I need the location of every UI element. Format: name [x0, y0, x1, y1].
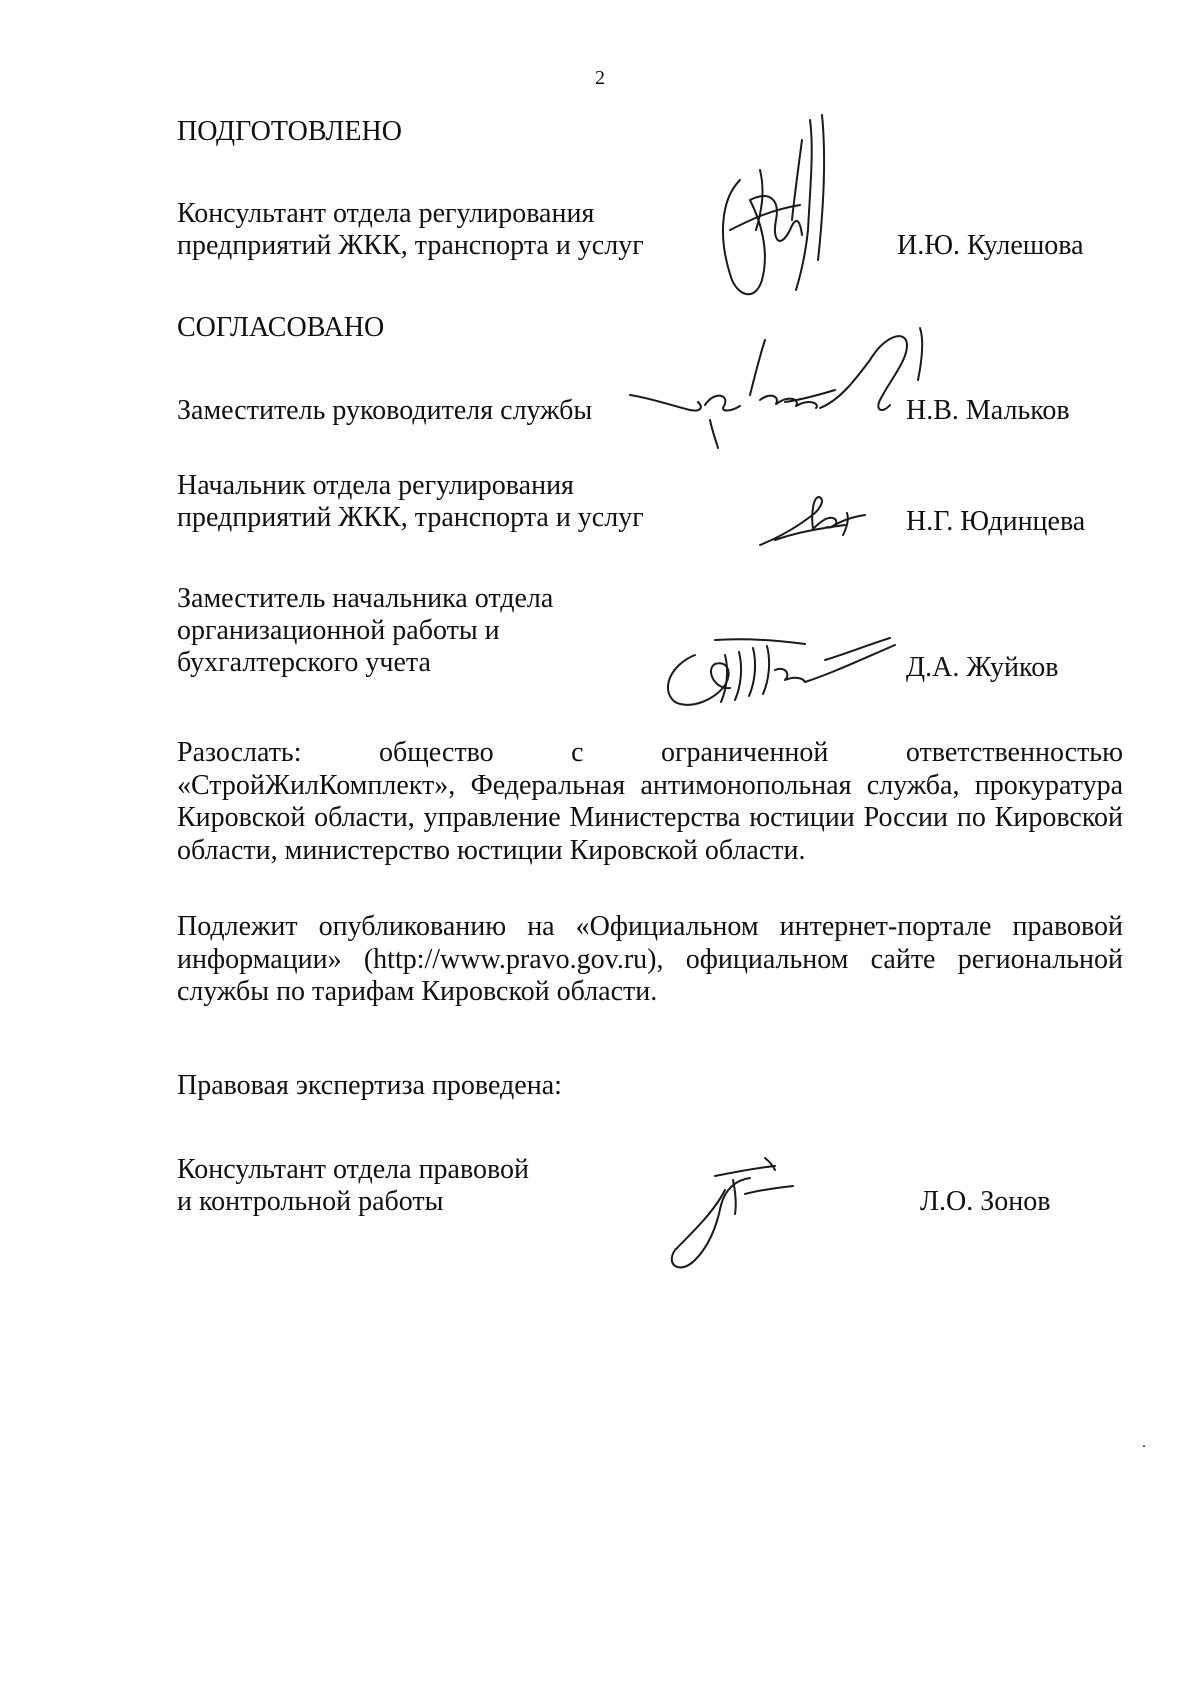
legal-review-position: [177, 1154, 529, 1218]
signature-kuleshova-icon: [710, 110, 840, 305]
signature-malkov-icon: [620, 320, 950, 470]
publication-paragraph: Подлежит опубликованию на «Официальном интернет-портале правовой информации» (http://www.pravo.gov.ru), официальном сайте региональной службы по тарифам Кировской области.: [177, 911, 1123, 1007]
signature-zhuikov-icon: [655, 630, 905, 715]
prepared-heading: ПОДГОТОВЛЕНО: [177, 116, 402, 147]
distribution-paragraph: Разослать: общество с ограниченной ответственностью «СтройЖилКомплект», Федеральная антимонопольная служба, прокуратура Кировской области, управление Министерства юстиции России по Кировской области, министерство юстиции Кировской области.: [177, 737, 1123, 866]
agreed-signatory-3-position-line3: бухгалтерского учета: [177, 647, 431, 678]
agreed-signatory-1-name: Н.В. Мальков: [906, 395, 1070, 426]
prepared-position-line2: предприятий ЖКК, транспорта и услуг: [177, 230, 644, 261]
legal-review-position-line1: Консультант отдела правовой: [177, 1154, 530, 1185]
agreed-signatory-3-position-line2: организационной работы и: [177, 615, 500, 646]
prepared-position: [177, 198, 644, 262]
agreed-signatory-2-position: [177, 470, 644, 534]
signature-zonov-icon: [655, 1150, 805, 1280]
prepared-name: И.Ю. Кулешова: [897, 230, 1084, 261]
agreed-signatory-3-position: [177, 583, 553, 679]
legal-review-position-line2: и контрольной работы: [177, 1186, 444, 1217]
scan-speck: [1143, 1445, 1145, 1447]
agreed-signatory-3-position-line1: Заместитель начальника отдела: [177, 583, 554, 614]
agreed-signatory-2-position-line2: предприятий ЖКК, транспорта и услуг: [177, 502, 644, 533]
agreed-signatory-3-name: Д.А. Жуйков: [906, 652, 1059, 683]
page-number: 2: [595, 67, 605, 89]
legal-review-name: Л.О. Зонов: [920, 1186, 1051, 1217]
agreed-signatory-1-position: Заместитель руководителя службы: [177, 395, 593, 426]
agreed-signatory-2-name: Н.Г. Юдинцева: [906, 506, 1086, 537]
signature-yudintseva-icon: [755, 485, 875, 555]
prepared-position-line1: Консультант отдела регулирования: [177, 198, 595, 229]
agreed-signatory-2-position-line1: Начальник отдела регулирования: [177, 470, 574, 501]
agreed-heading: СОГЛАСОВАНО: [177, 312, 385, 343]
legal-review-heading: Правовая экспертиза проведена:: [177, 1070, 562, 1101]
